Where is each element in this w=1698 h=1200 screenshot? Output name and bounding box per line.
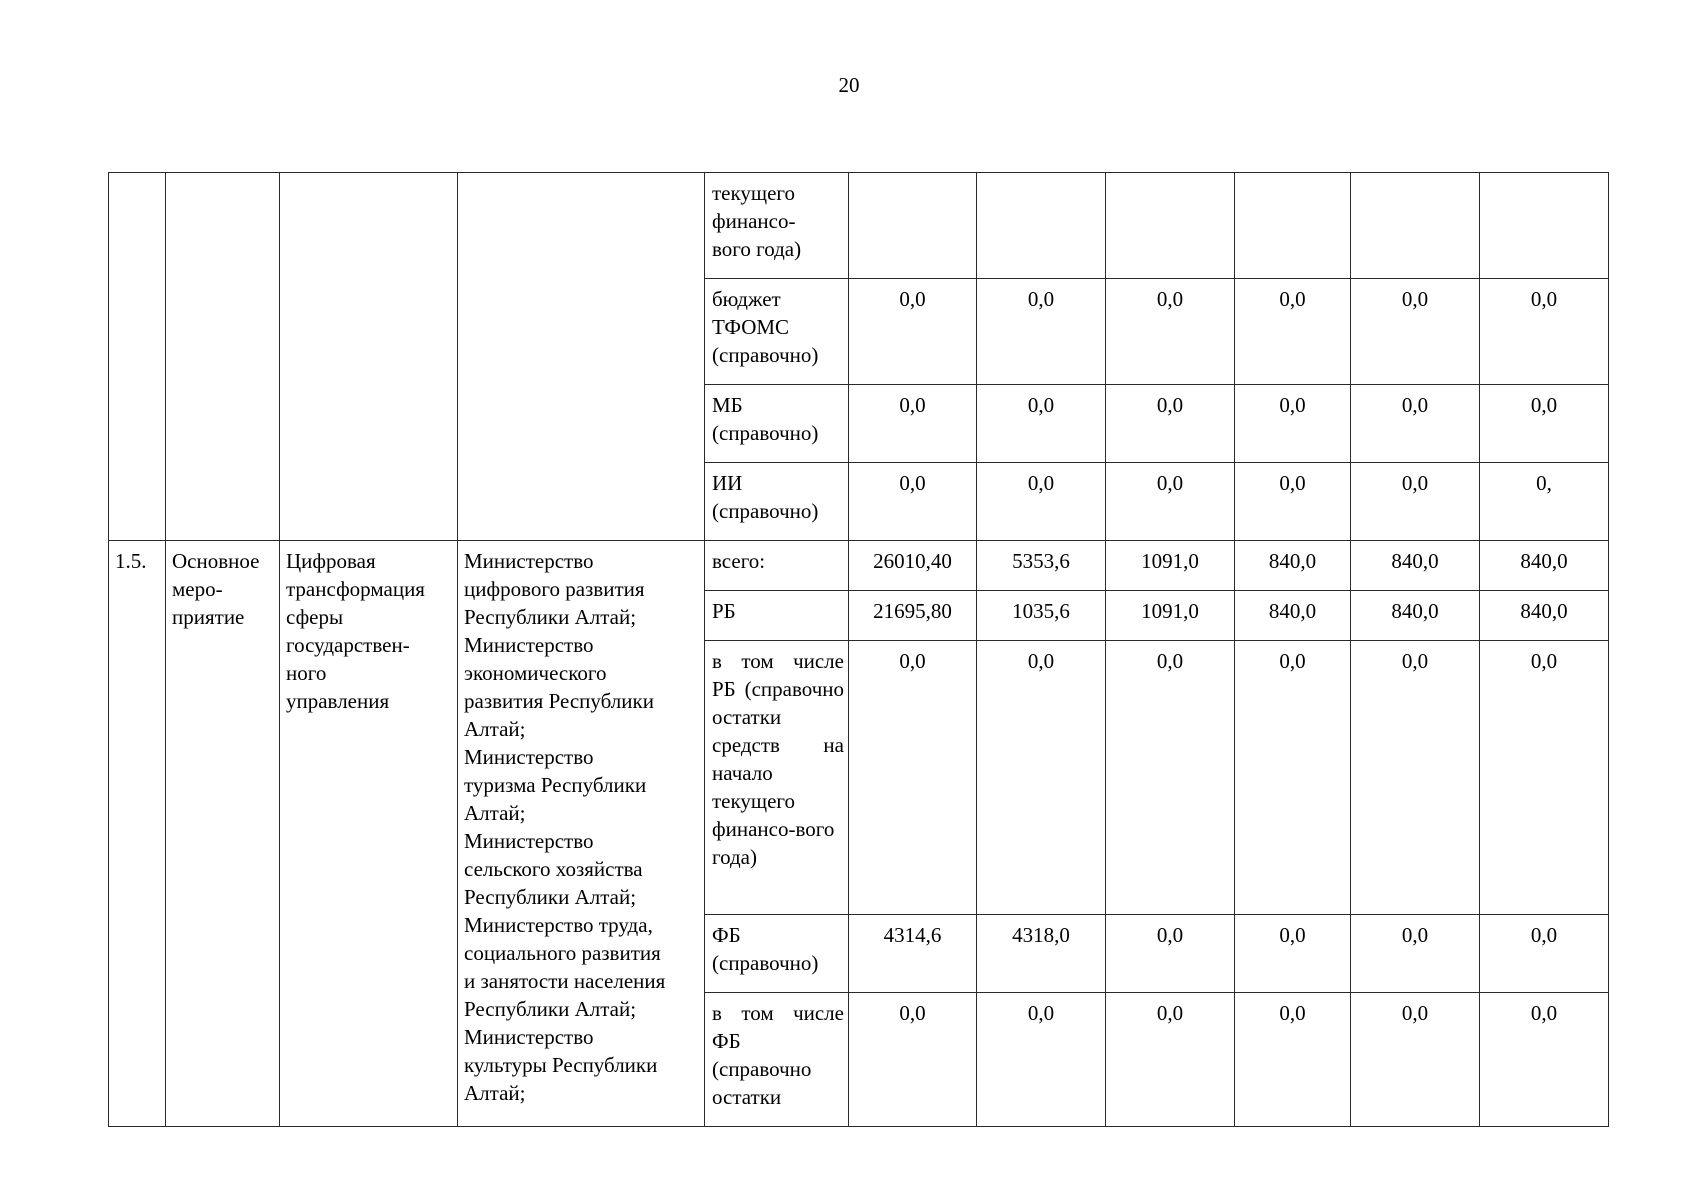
funding-source-cell: ФБ (справочно) — [705, 915, 849, 993]
value-cell: 1035,6 — [977, 591, 1106, 641]
value-cell: 0,0 — [849, 641, 977, 915]
value-cell: 0,0 — [1351, 641, 1480, 915]
funding-source-cell: РБ — [705, 591, 849, 641]
value-cell: 1091,0 — [1106, 541, 1235, 591]
value-cell: 1091,0 — [1106, 591, 1235, 641]
value-cell: 0,0 — [1106, 993, 1235, 1127]
funding-source-cell: текущего финансо- вого года) — [705, 173, 849, 279]
funding-source-cell: бюджет ТФОМС (справочно) — [705, 279, 849, 385]
value-cell: 4314,6 — [849, 915, 977, 993]
funding-source-cell: в том числе РБ (справочно остатки средств на начало текущего финансо-вого года) — [705, 641, 849, 915]
item-name-cell: Цифровая трансформация сферы государствен- ного управления — [280, 541, 458, 1127]
value-cell: 0,0 — [977, 279, 1106, 385]
value-cell: 26010,40 — [849, 541, 977, 591]
value-cell: 840,0 — [1480, 591, 1609, 641]
financing-table — [108, 172, 1609, 1127]
value-cell: 4318,0 — [977, 915, 1106, 993]
page-number: 20 — [838, 73, 860, 97]
value-cell: 21695,80 — [849, 591, 977, 641]
value-cell: 0,0 — [1235, 915, 1351, 993]
value-cell: 0,0 — [1351, 385, 1480, 463]
value-cell: 0,0 — [849, 279, 977, 385]
value-cell: 0,0 — [977, 641, 1106, 915]
value-cell: 0,0 — [1235, 463, 1351, 541]
table-row — [109, 541, 1609, 591]
funding-source-cell: в том числе ФБ (справочно остатки — [705, 993, 849, 1127]
value-cell: 840,0 — [1235, 591, 1351, 641]
name-cell-empty — [280, 173, 458, 541]
value-cell: 0,0 — [1351, 915, 1480, 993]
value-cell: 0,0 — [1480, 385, 1609, 463]
value-cell: 0,0 — [1235, 993, 1351, 1127]
table-row — [109, 173, 1609, 279]
value-cell: 0,0 — [977, 993, 1106, 1127]
value-cell: 0, — [1480, 463, 1609, 541]
value-cell: 5353,6 — [977, 541, 1106, 591]
value-cell: 0,0 — [1480, 915, 1609, 993]
executor-cell-empty — [458, 173, 705, 541]
value-cell: 840,0 — [1351, 591, 1480, 641]
value-cell: 840,0 — [1480, 541, 1609, 591]
value-cell: 840,0 — [1235, 541, 1351, 591]
value-cell: 0,0 — [1480, 641, 1609, 915]
value-cell: 0,0 — [849, 993, 977, 1127]
value-cell — [1351, 173, 1480, 279]
value-cell: 0,0 — [1351, 279, 1480, 385]
value-cell: 0,0 — [1106, 385, 1235, 463]
value-cell: 0,0 — [1106, 641, 1235, 915]
value-cell: 840,0 — [1351, 541, 1480, 591]
item-executors-cell: Министерство цифрового развития Республики Алтай; Министерство экономического развития Республики Алтай; Министерство туризма Республики Алтай; Министерство сельского хозяйства Республики Алтай; Министерство труда, социального развития и занятости населения Республики Алтай; Министерство культуры Республики Алтай; — [458, 541, 705, 1127]
type-cell-empty — [166, 173, 280, 541]
value-cell — [1106, 173, 1235, 279]
value-cell: 0,0 — [849, 463, 977, 541]
value-cell: 0,0 — [849, 385, 977, 463]
value-cell — [977, 173, 1106, 279]
funding-source-cell: ИИ (справочно) — [705, 463, 849, 541]
value-cell — [1480, 173, 1609, 279]
value-cell — [849, 173, 977, 279]
value-cell: 0,0 — [1351, 993, 1480, 1127]
value-cell: 0,0 — [1351, 463, 1480, 541]
value-cell: 0,0 — [977, 385, 1106, 463]
funding-source-cell: МБ (справочно) — [705, 385, 849, 463]
value-cell: 0,0 — [1235, 641, 1351, 915]
value-cell: 0,0 — [1106, 463, 1235, 541]
value-cell: 0,0 — [1480, 279, 1609, 385]
item-type-cell: Основное меро- приятие — [166, 541, 280, 1127]
value-cell: 0,0 — [1106, 279, 1235, 385]
value-cell: 0,0 — [1480, 993, 1609, 1127]
value-cell: 0,0 — [1235, 385, 1351, 463]
value-cell: 0,0 — [1235, 279, 1351, 385]
value-cell — [1235, 173, 1351, 279]
value-cell: 0,0 — [1106, 915, 1235, 993]
value-cell: 0,0 — [977, 463, 1106, 541]
number-cell-empty — [109, 173, 166, 541]
item-number-cell: 1.5. — [109, 541, 166, 1127]
funding-source-cell: всего: — [705, 541, 849, 591]
